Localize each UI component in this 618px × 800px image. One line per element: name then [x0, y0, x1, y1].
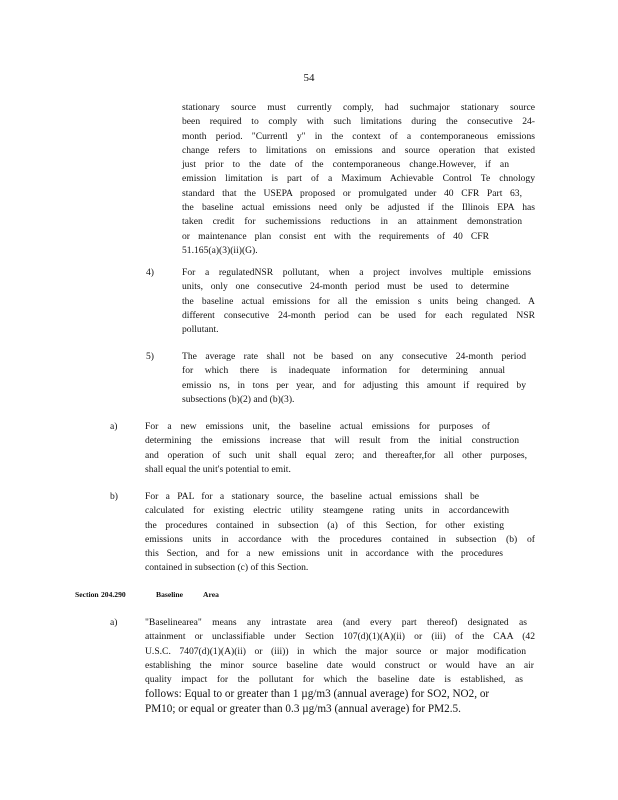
text-line: just prior to the date of the contemporaneous change.However, if an — [182, 159, 509, 171]
text-line: determining the emissions increase that will result from the initial construction — [145, 435, 519, 447]
text-line: change refers to limitations on emissions and source operation that existed — [182, 144, 535, 156]
text-line: standard that the USEPA proposed or promulgated under 40 CFR Part 63, — [182, 187, 522, 199]
section-number: 204.290 — [101, 590, 126, 599]
text-line: establishing the minor source baseline date would construct or would have an air — [145, 659, 534, 671]
text-line: the baseline actual emissions need only be adjusted if the Illinois EPA has — [182, 202, 535, 214]
section-word: Section — [75, 590, 99, 599]
text-line: the baseline actual emissions for all the emission s units being changed. A — [182, 295, 535, 307]
text-line: or maintenance plan consist ent with the requirements of 40 CFR — [182, 230, 489, 242]
text-line: and operation of such unit shall equal zero; and thereafter,for all other purposes, — [145, 449, 527, 461]
text-line: For a regulatedNSR pollutant, when a project involves multiple emissions — [182, 267, 531, 278]
item-a-paragraph — [145, 420, 527, 477]
section-item-a-paragraph — [145, 616, 535, 716]
item-b-paragraph — [145, 490, 535, 576]
text-line: attainment or unclassifiable under Section 107(d)(1)(A)(ii) or (iii) of the CAA (42 — [145, 631, 535, 643]
text-line: been required to comply with such limitations during the consecutive 24- — [182, 116, 535, 128]
continuation-paragraph — [182, 101, 535, 258]
section-item-a-label: a) — [110, 617, 118, 628]
text-line: For a new emissions unit, the baseline actual emissions for purposes of — [145, 421, 490, 432]
item-5-label: 5) — [146, 351, 154, 362]
text-line: subsections (b)(2) and (b)(3). — [182, 393, 295, 405]
text-line: month period. "Currentl y" in the context of a contemporaneous emissions — [182, 130, 535, 142]
item-5-paragraph — [182, 350, 526, 407]
section-title: Baseline — [156, 590, 184, 599]
text-line: follows: Equal to or greater than 1 µg/m3 (annual average) for SO2, NO2, or — [145, 688, 490, 701]
text-line: shall equal the unit's potential to emit. — [145, 463, 291, 475]
text-line: "Baselinearea" means any intrastate area (and every part thereof) designated as — [145, 617, 527, 628]
section-title: Area — [203, 590, 219, 599]
text-line: calculated for existing electric utility steamgene rating units in accordancewith — [145, 505, 509, 517]
item-b-label: b) — [110, 491, 118, 502]
text-line: U.S.C. 7407(d)(1)(A)(ii) or (iii)) in which the major source or major modification — [145, 645, 526, 657]
text-line: taken credit for suchemissions reductions in an attainment demonstration — [182, 216, 522, 228]
text-line: PM10; or equal or greater than 0.3 µg/m3 (annual average) for PM2.5. — [145, 702, 461, 715]
text-line: units, only one consecutive 24-month period must be used to determine — [182, 281, 509, 293]
item-a-label: a) — [110, 421, 118, 432]
text-line: emissions units in accordance with the procedures contained in subsection (b) of — [145, 533, 535, 545]
text-line: 51.165(a)(3)(ii)(G). — [182, 244, 258, 256]
text-line: different consecutive 24-month period can be used for each regulated NSR — [182, 309, 535, 321]
text-line: the procedures contained in subsection (a) of this Section, for other existing — [145, 519, 504, 531]
text-line: pollutant. — [182, 324, 219, 336]
text-line: for which there is inadequate information for determining annual — [182, 365, 505, 377]
text-line: emission limitation is part of a Maximum Achievable Control Te chnology — [182, 173, 535, 185]
text-line: contained in subsection (c) of this Section. — [145, 562, 309, 574]
page-number: 54 — [303, 72, 315, 84]
text-line: stationary source must currently comply, had suchmajor stationary source — [182, 102, 535, 113]
item-4-paragraph — [182, 266, 535, 337]
text-line: emissio ns, in tons per year, and for adjusting this amount if required by — [182, 379, 526, 391]
text-line: this Section, and for a new emissions unit in accordance with the procedures — [145, 548, 503, 560]
item-4-label: 4) — [146, 267, 154, 278]
text-line: quality impact for the pollutant for which the baseline date is established, as — [145, 674, 523, 686]
text-line: For a PAL for a stationary source, the baseline actual emissions shall be — [145, 491, 479, 502]
text-line: The average rate shall not be based on any consecutive 24-month period — [182, 351, 526, 362]
